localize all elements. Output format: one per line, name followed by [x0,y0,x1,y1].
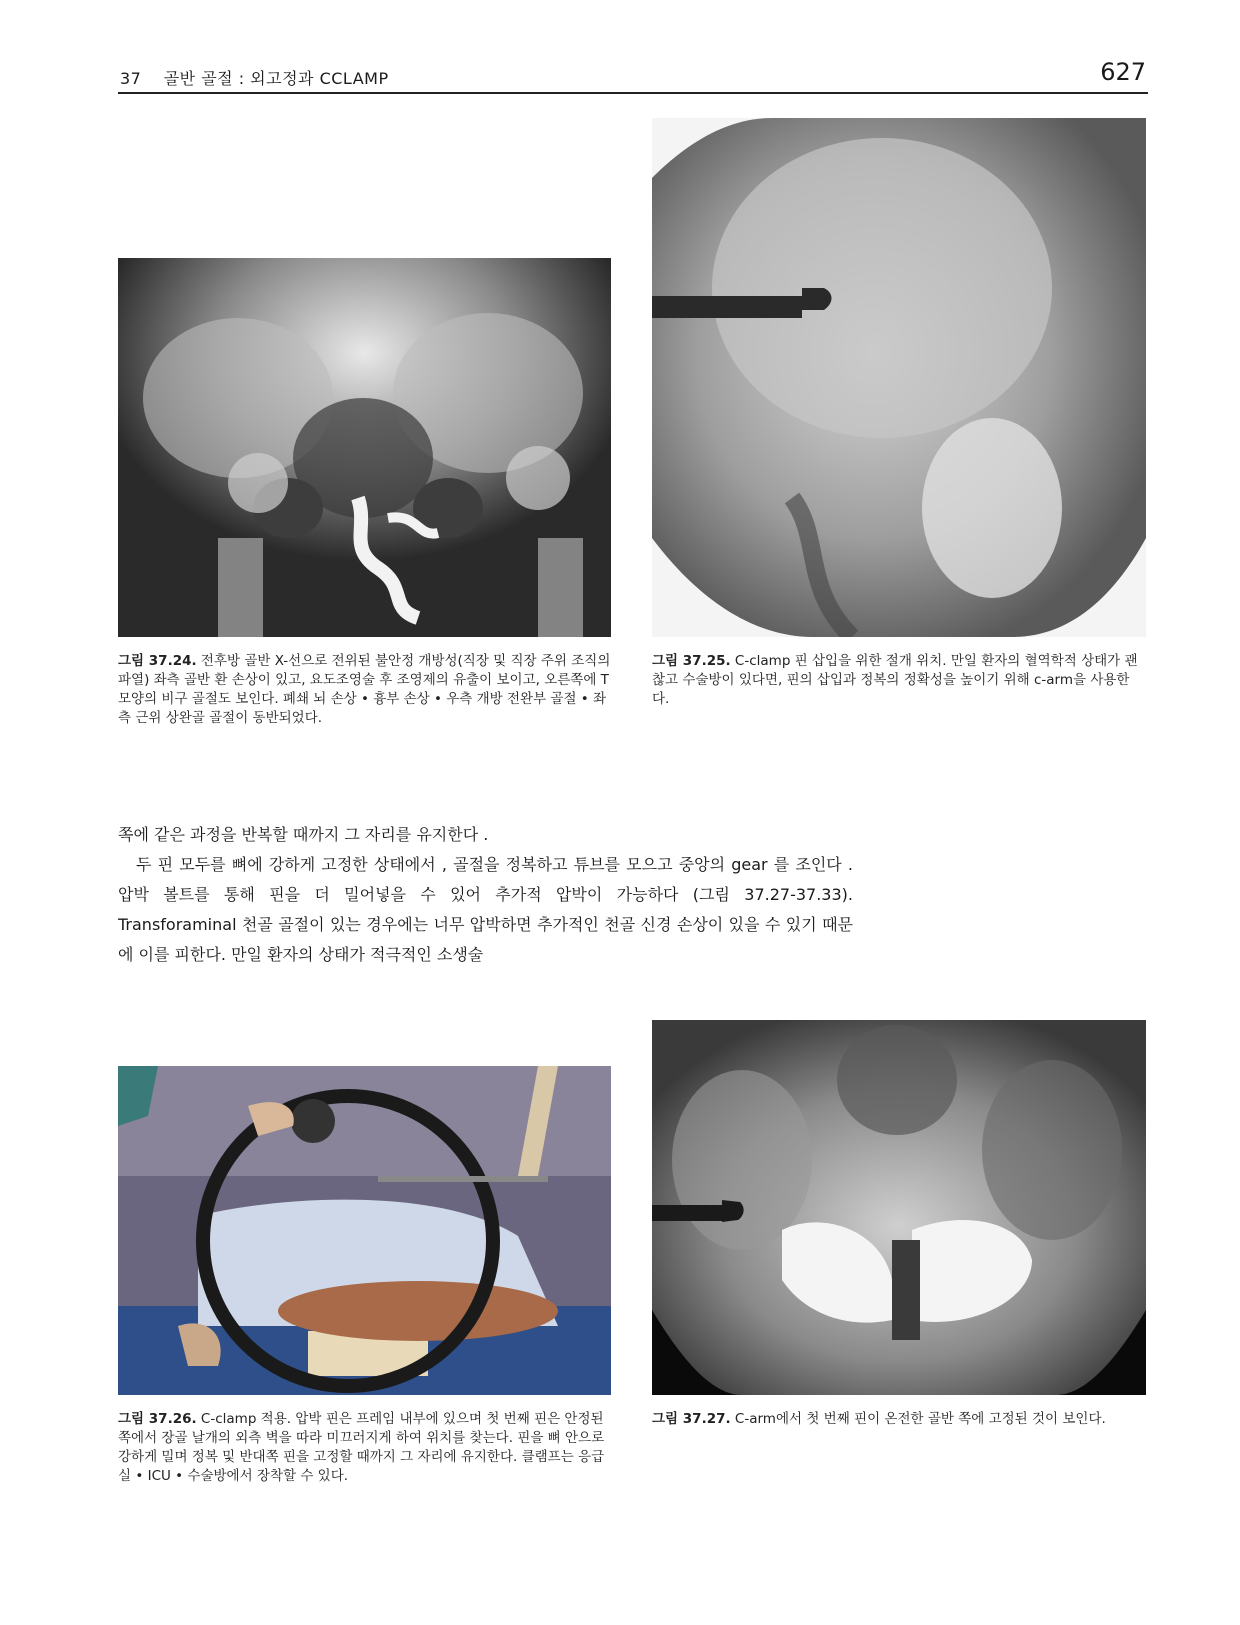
body-line-1: 쪽에 같은 과정을 반복할 때까지 그 자리를 유지한다 . [118,825,489,844]
chapter-number: 37 [120,69,142,88]
figure-37-24-xray [118,258,611,637]
figure-caption-text: C-arm에서 첫 번째 핀이 온전한 골반 쪽에 고정된 것이 보인다. [734,1411,1106,1427]
figure-37-27-caption [652,1410,1146,1429]
figure-label: 그림 37.25. [652,653,731,669]
page-number: 627 [1100,58,1146,86]
figure-caption-text: C-clamp 핀 삽입을 위한 절개 위치. 만일 환자의 혈역학적 상태가 괜찮고 수술방이 있다면, 핀의 삽입과 정복의 정확성을 높이기 위해 c-arm을 사용한다. [652,653,1138,707]
figure-label: 그림 37.27. [652,1411,731,1427]
figure-37-26-caption [118,1410,611,1486]
chapter-title: 골반 골절 : 외고정과 CCLAMP [163,69,389,88]
figure-37-25-caption [652,652,1146,709]
figure-label: 그림 37.24. [118,653,197,669]
header-left [120,66,389,89]
figure-37-26-photo [118,1066,611,1395]
body-text [118,820,853,970]
figure-caption-text: 전후방 골반 X-선으로 전위된 불안정 개방성(직장 및 직장 주위 조직의 파열) 좌측 골반 환 손상이 있고, 요도조영술 후 조영제의 유출이 보이고, 오른쪽에 T 모양의 비구 골절도 보인다. 폐쇄 뇌 손상 • 흉부 손상 • 우측 개방 전완부 골절 • 좌측 근위 상완골 골절이 동반되었다. [118,653,611,726]
figure-37-24-caption [118,652,611,728]
figure-label: 그림 37.26. [118,1411,197,1427]
figure-37-25-fluoroscopy [652,118,1146,637]
figure-37-27-carm [652,1020,1146,1395]
figure-caption-text: C-clamp 적용. 압박 핀은 프레임 내부에 있으며 첫 번째 핀은 안정된 쪽에서 장골 날개의 외측 벽을 따라 미끄러지게 하여 위치를 찾는다. 핀을 뼈 안으로 강하게 밀며 정복 및 반대쪽 핀을 고정할 때까지 그 자리에 유지한다. 클램프는 응급실 • ICU • 수술방에서 장착할 수 있다. [118,1411,605,1484]
running-header [118,58,1148,94]
body-paragraph-2: 두 핀 모두를 뼈에 강하게 고정한 상태에서 , 골절을 정복하고 튜브를 모으고 중앙의 gear 를 조인다 . 압박 볼트를 통해 핀을 더 밀어넣을 수 있어 추가적 압박이 가능하다 (그림 37.27-37.33). Transforaminal 천골 골절이 있는 경우에는 너무 압박하면 추가적인 천골 신경 손상이 있을 수 있기 때문에 이를 피한다. 만일 환자의 상태가 적극적인 소생술 [118,855,853,964]
